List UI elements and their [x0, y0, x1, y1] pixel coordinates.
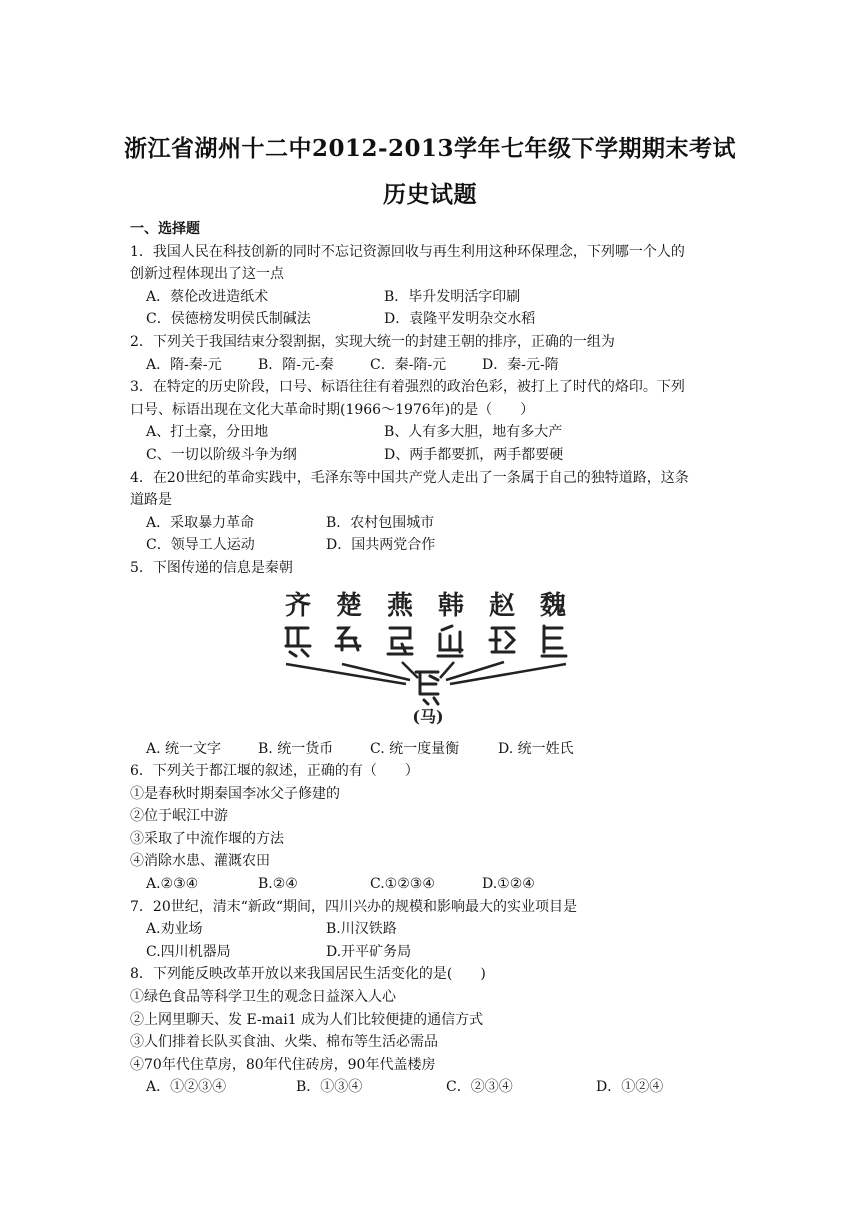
state-name: 魏: [539, 590, 567, 621]
option-d: D．秦-元-隋: [482, 356, 559, 373]
option-c: C．领导工人运动: [146, 537, 255, 554]
question-6: [130, 760, 734, 896]
option-b: B.川汉铁路: [326, 921, 397, 938]
option-a: A．蔡伦改进造纸术: [146, 288, 269, 305]
option-b: B．农村包围城市: [326, 514, 435, 531]
state-name: 赵: [488, 590, 516, 621]
statement-item: ④70年代住草房，80年代住砖房，90年代盖楼房: [130, 1056, 436, 1073]
option-a: A.劝业场: [146, 921, 203, 938]
statement-item: ③采取了中流作堰的方法: [130, 830, 284, 847]
statement-item: ①是春秋时期秦国李冰父子修建的: [130, 785, 340, 802]
exam-title: 浙江省湖州十二中2012-2013学年七年级下学期期末考试: [123, 135, 737, 162]
option-d: D.开平矿务局: [326, 943, 412, 960]
question-5: [130, 557, 734, 760]
option-c: C. 统一度量衡: [370, 740, 460, 757]
glyph-chu: [336, 628, 360, 650]
question-stem: 7．20世纪，清末“新政“期间，四川兴办的规模和影响最大的实业项目是: [130, 898, 578, 915]
question-7: [130, 896, 734, 964]
question-8: [130, 963, 734, 1099]
option-a: A．采取暴力革命: [146, 514, 255, 531]
question-stem: 1．我国人民在科技创新的同时不忘记资源回收与再生利用这种环保理念，下列哪一个人的: [130, 243, 685, 260]
question-2: [130, 331, 734, 376]
state-name: 韩: [437, 590, 465, 621]
state-name: 楚: [335, 590, 363, 621]
glyph-yan: [388, 628, 412, 654]
option-a: A. 统一文字: [146, 740, 222, 757]
question-stem: 2．下列关于我国结束分裂割据，实现大统一的封建王朝的排序，正确的一组为: [130, 333, 615, 350]
state-name: 燕: [386, 590, 414, 621]
question-stem: 创新过程体现出了这一点: [130, 266, 284, 283]
statement-item: ②上网里聊天、发 E-mai1 成为人们比较便捷的通信方式: [130, 1011, 484, 1028]
figure-svg: [278, 584, 578, 734]
option-d: D．国共两党合作: [326, 537, 436, 554]
option-d: D.①②④: [482, 876, 535, 893]
option-b: B．隋-元-秦: [258, 356, 334, 373]
question-stem: 5．下图传递的信息是秦朝: [130, 559, 293, 576]
exam-content: [130, 218, 734, 1099]
option-a: A．①②③④: [146, 1079, 227, 1096]
question-stem: 6．下列关于都江堰的叙述，正确的有（ ）: [130, 763, 419, 780]
option-b: B、人有多大胆，地有多大产: [384, 424, 563, 441]
unified-horse-glyph: [416, 672, 438, 704]
question-3: [130, 376, 734, 466]
figure-caption: (马): [412, 706, 444, 726]
option-a: A．隋-秦-元: [146, 356, 222, 373]
state-name: 齐: [284, 590, 312, 621]
option-b: B. 统一货币: [258, 740, 334, 757]
statement-item: ④消除水患、灌溉农田: [130, 853, 270, 870]
question-stem: 口号、标语出现在文化大革命时期(1966～1976年)的是（ ）: [130, 401, 535, 418]
option-a: A.②③④: [146, 876, 199, 893]
glyph-zhao: [490, 628, 514, 652]
option-b: B．毕升发明活字印刷: [384, 288, 521, 305]
option-c: C.①②③④: [370, 876, 435, 893]
option-d: D．袁隆平发明杂交水稻: [384, 311, 536, 328]
option-c: C．②③④: [446, 1079, 513, 1096]
section-heading: 一、选择题: [130, 221, 200, 237]
option-c: C．侯德榜发明侯氏制碱法: [146, 311, 311, 328]
option-c: C.四川机器局: [146, 943, 231, 960]
option-b: B.②④: [258, 876, 298, 893]
question-4: [130, 467, 734, 557]
question-stem: 道路是: [130, 492, 172, 509]
option-d: D. 统一姓氏: [498, 740, 574, 757]
option-d: D、两手都要抓，两手都要硬: [384, 446, 564, 463]
statement-item: ②位于岷江中游: [130, 808, 228, 825]
option-c: C、一切以阶级斗争为纲: [146, 446, 297, 463]
exam-subtitle: 历史试题: [383, 181, 477, 208]
option-c: C．秦-隋-元: [370, 356, 447, 373]
option-b: B．①③④: [296, 1079, 363, 1096]
question-stem: 4．在20世纪的革命实践中，毛泽东等中国共产党人走出了一条属于自己的独特道路，这条: [130, 469, 689, 486]
question-stem: 3．在特定的历史阶段，口号、标语往往有着强烈的政治色彩，被打上了时代的烙印。下列: [130, 379, 685, 396]
glyph-wei: [542, 626, 566, 656]
horse-character-figure: [130, 580, 734, 738]
ancient-glyphs: [286, 626, 566, 656]
statement-item: ①绿色食品等科学卫生的观念日益深入人心: [130, 989, 396, 1006]
option-d: D．①②④: [596, 1079, 664, 1096]
option-a: A、打土豪，分田地: [146, 424, 269, 441]
statement-item: ③人们排着长队买食油、火柴、棉布等生活必需品: [130, 1034, 438, 1051]
glyph-han: [438, 626, 462, 656]
question-stem: 8．下列能反映改革开放以来我国居民生活变化的是( ): [130, 966, 486, 983]
question-1: [130, 241, 734, 331]
glyph-qi: [286, 628, 310, 656]
